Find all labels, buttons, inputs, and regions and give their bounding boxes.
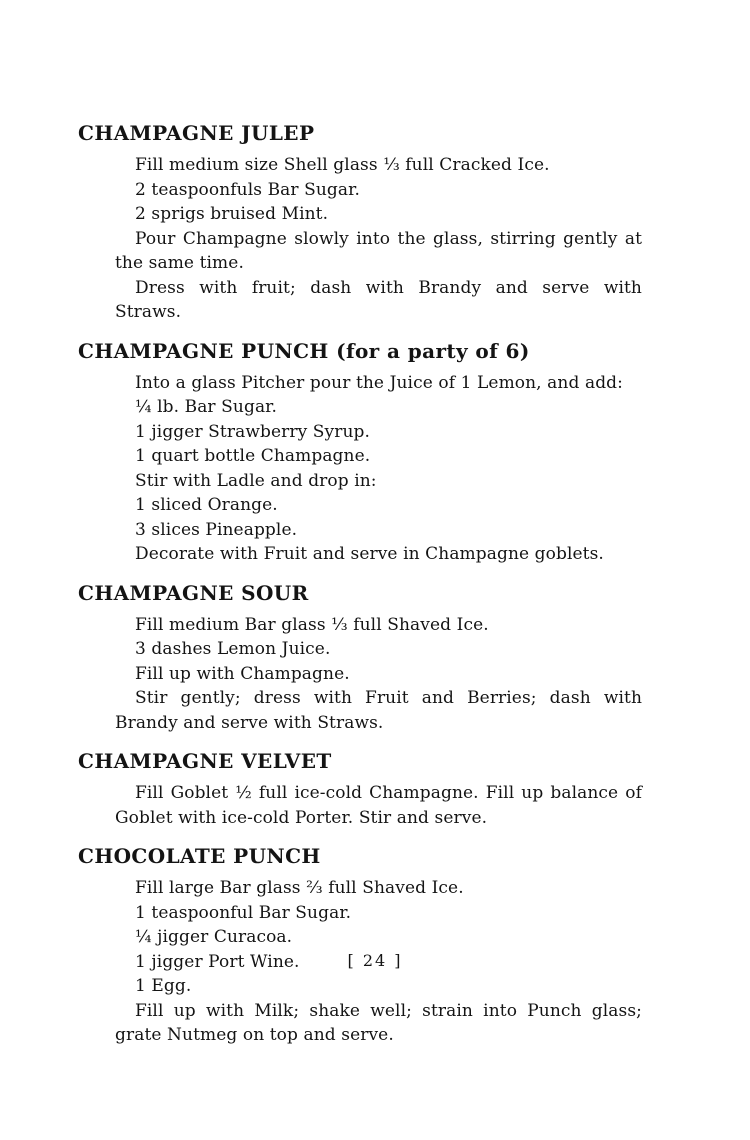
recipe-line: 1 teaspoonful Bar Sugar.	[135, 902, 352, 923]
recipe-line: 1 jigger Strawberry Syrup.	[135, 421, 370, 442]
recipe-title: CHAMPAGNE VELVET	[78, 749, 332, 773]
recipe-title: CHAMPAGNE JULEP	[78, 121, 315, 145]
recipe-line: Fill medium size Shell glass ⅓ full Cracked Ice.	[135, 155, 550, 175]
recipe-line: Fill large Bar glass ⅔ full Shaved Ice.	[135, 878, 464, 898]
recipe-section	[78, 843, 642, 1048]
recipes-list	[78, 120, 642, 1061]
recipe-line: Stir with Ladle and drop in:	[135, 470, 377, 491]
recipe-line: ¼ jigger Curacoa.	[135, 927, 293, 947]
recipe-line: 1 jigger Port Wine.	[135, 951, 300, 972]
recipe-line: 3 dashes Lemon Juice.	[135, 639, 331, 659]
recipe-section	[78, 748, 642, 830]
recipe-line: Fill medium Bar glass ⅓ full Shaved Ice.	[135, 614, 489, 635]
recipe-title: CHAMPAGNE SOUR	[78, 580, 309, 605]
recipe-line: 1 Egg.	[135, 976, 192, 996]
recipe-line: 2 teaspoonfuls Bar Sugar.	[135, 179, 361, 200]
page-number: [ 24 ]	[347, 951, 403, 970]
recipe-line: ¼ lb. Bar Sugar.	[135, 397, 278, 417]
recipe-title: CHOCOLATE PUNCH	[78, 844, 321, 868]
recipe-line: Stir gently; dress with Fruit and Berries; dash with Brandy and serve with Straws.	[115, 688, 642, 733]
recipe-section	[78, 120, 642, 325]
recipe-line: 2 sprigs bruised Mint.	[135, 204, 329, 224]
recipe-section	[78, 580, 642, 736]
recipe-line: Pour Champagne slowly into the glass, stirring gently at the same time.	[115, 228, 642, 273]
recipe-line: Fill up with Champagne.	[135, 663, 350, 684]
recipe-line: 1 quart bottle Champagne.	[135, 446, 371, 466]
recipe-line: Decorate with Fruit and serve in Champagne goblets.	[135, 544, 604, 564]
recipe-title: CHAMPAGNE PUNCH (for a party of 6)	[78, 338, 530, 363]
recipe-line: Fill up with Milk; shake well; strain into Punch glass; grate Nutmeg on top and serve.	[115, 1000, 642, 1045]
recipe-section	[78, 338, 642, 567]
recipe-line: Dress with fruit; dash with Brandy and serve with Straws.	[115, 277, 642, 322]
recipe-line: 3 slices Pineapple.	[135, 519, 298, 540]
recipe-line: 1 sliced Orange.	[135, 495, 278, 515]
recipe-line: Into a glass Pitcher pour the Juice of 1 Lemon, and add:	[135, 372, 623, 393]
recipe-line: Fill Goblet ½ full ice-cold Champagne. Fill up balance of Goblet with ice-cold Porter. Stir and serve.	[115, 783, 642, 828]
